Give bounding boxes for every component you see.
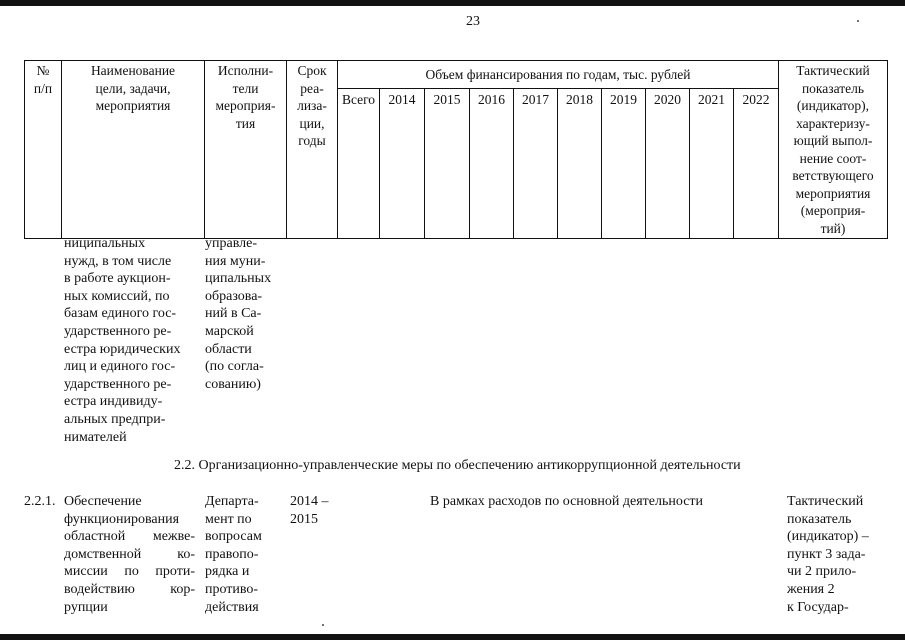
header-name: Наименование цели, задачи, мероприятия	[62, 61, 205, 239]
row-name-line: функционирования	[64, 511, 180, 527]
row-indicator: Тактический показатель (индикатор) – пункт 3 зада- чи 2 прило- жения 2 к Государ-	[787, 494, 869, 615]
header-num: № п/п	[25, 61, 62, 239]
continuation-executors: управле- ния муни- ципальных образова- ний в Са- марской области (по согла- сованию)	[205, 236, 272, 392]
header-year: 2020	[646, 88, 690, 238]
row-name-line: миссии по проти-	[64, 564, 195, 580]
header-year: 2016	[470, 88, 514, 238]
section-title: 2.2. Организационно-управленческие меры по обеспечению антикоррупционной деятельности	[174, 458, 741, 473]
header-total: Всего	[338, 88, 380, 238]
header-executors: Исполни- тели мероприя- тия	[205, 61, 287, 239]
scan-speck	[857, 20, 859, 22]
row-name-line: Обеспечение	[64, 494, 142, 509]
header-year: 2017	[514, 88, 558, 238]
row-term: 2014 – 2015	[290, 494, 329, 527]
row-financing: В рамках расходов по основной деятельности	[430, 494, 704, 509]
row-name-line: водействию кор-	[64, 581, 195, 597]
row-executors: Департа- мент по вопросам правопо- рядка и противо- действия	[205, 494, 262, 615]
row-name-line: рупции	[64, 599, 108, 615]
row-number: 2.2.1.	[24, 494, 56, 509]
header-term: Срок реа- лиза- ции, годы	[287, 61, 338, 239]
bottom-border	[0, 634, 905, 640]
page-number: 23	[466, 14, 480, 29]
header-table	[24, 60, 888, 239]
header-indicator: Тактический показатель (индикатор), характеризу- ющий выпол- нение соот- ветствующего мероприятия (мероприя- тий)	[779, 61, 888, 239]
scan-speck	[322, 624, 324, 626]
row-name-line: домственной ко-	[64, 546, 195, 562]
header-year: 2018	[558, 88, 602, 238]
top-border	[0, 0, 905, 6]
header-year: 2014	[380, 88, 425, 238]
header-year: 2021	[690, 88, 734, 238]
row-name	[64, 493, 195, 616]
header-year: 2019	[602, 88, 646, 238]
continuation-name: ниципальных нужд, в том числе в работе аукцион- ных комиссий, по базам единого гос- ударственного ре- естра юридических лиц и единого гос- ударственного ре- естра индивиду- альных предпри- нимателей	[64, 236, 181, 445]
header-year: 2015	[425, 88, 470, 238]
header-year: 2022	[734, 88, 779, 238]
row-name-line: областной межве-	[64, 529, 195, 545]
header-financing-title: Объем финансирования по годам, тыс. рублей	[338, 61, 779, 89]
